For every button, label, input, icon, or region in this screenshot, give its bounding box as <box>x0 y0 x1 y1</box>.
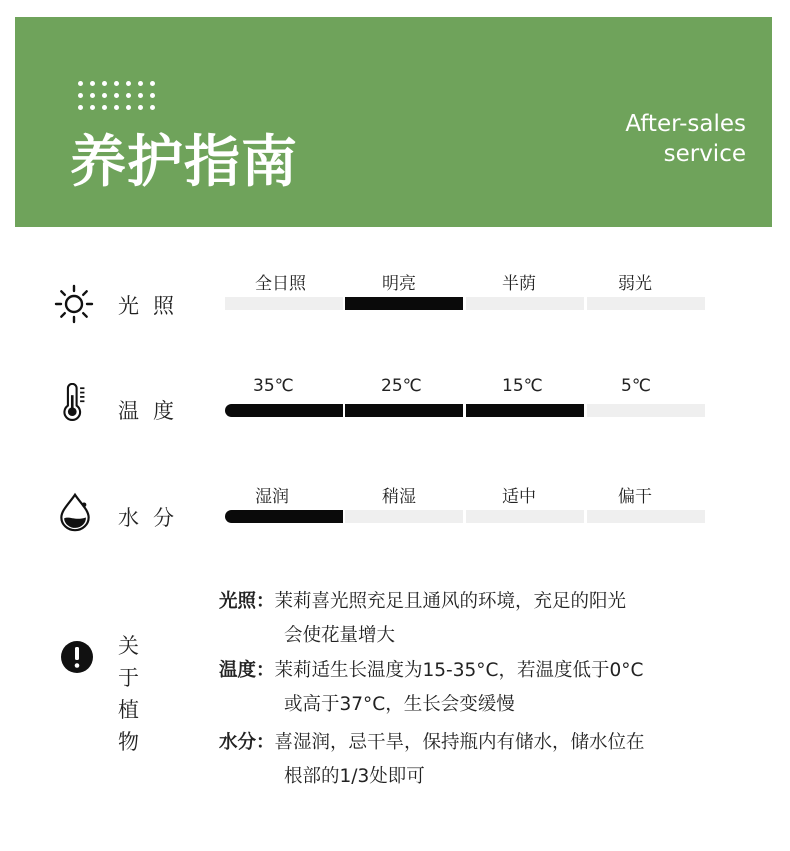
water-bar-segment-selected <box>225 510 343 523</box>
temperature-bar-segment-selected <box>466 404 584 417</box>
exclamation-icon <box>60 640 94 674</box>
light-option-bright: 明亮 <box>382 274 416 294</box>
page-title: 养护指南 <box>70 130 298 195</box>
temperature-bar-segment <box>587 404 705 417</box>
note-temperature <box>219 654 643 722</box>
light-option-low-light: 弱光 <box>618 274 652 294</box>
light-option-full-sun: 全日照 <box>255 274 306 294</box>
thermometer-icon <box>54 383 94 423</box>
temperature-label: 温度 <box>118 399 188 423</box>
about-plant-label-line2: 植物 <box>118 698 149 754</box>
note-temperature-line1: 茉莉适生长温度为15-35°C，若温度低于0°C <box>274 660 644 681</box>
light-bar-segment-selected <box>345 297 463 310</box>
temperature-option-25: 25℃ <box>381 376 422 396</box>
note-light-line1: 茉莉喜光照充足且通风的环境，充足的阳光 <box>274 591 627 612</box>
light-option-partial-shade: 半荫 <box>502 274 536 294</box>
banner-subtitle-line1: After-sales <box>625 111 746 137</box>
temperature-scale <box>225 376 705 416</box>
note-water-line2: 根部的1/3处即可 <box>284 766 425 787</box>
note-water-key: 水分： <box>219 732 275 753</box>
note-light-key: 光照： <box>219 591 275 612</box>
note-water-line1: 喜湿润，忌干旱，保持瓶内有储水，储水位在 <box>274 732 645 753</box>
light-bar-segment <box>225 297 343 310</box>
water-option-slightly-moist: 稍湿 <box>382 487 416 507</box>
banner-subtitle-line2: service <box>663 141 746 167</box>
water-label: 水分 <box>118 506 188 530</box>
water-drop-icon <box>55 492 95 532</box>
light-bar-segment <box>466 297 584 310</box>
note-temperature-key: 温度： <box>219 660 275 681</box>
light-label: 光照 <box>118 294 188 318</box>
water-option-moist: 湿润 <box>255 487 289 507</box>
water-bar-segment <box>587 510 705 523</box>
temperature-option-5: 5℃ <box>621 376 651 396</box>
water-option-moderate: 适中 <box>502 487 536 507</box>
temperature-option-15: 15℃ <box>502 376 543 396</box>
temperature-bar-segment-selected <box>345 404 463 417</box>
note-water <box>219 726 645 794</box>
note-light <box>219 585 626 653</box>
water-scale <box>225 482 705 522</box>
light-scale <box>225 269 705 309</box>
dot-pattern-decoration <box>78 81 164 117</box>
water-bar-segment <box>466 510 584 523</box>
about-plant-label-line1: 关于 <box>118 634 149 690</box>
about-plant-label <box>118 630 178 758</box>
note-temperature-line2: 或高于37°C，生长会变缓慢 <box>284 694 515 715</box>
note-light-line2: 会使花量增大 <box>284 625 396 646</box>
water-option-dry: 偏干 <box>618 487 652 507</box>
sun-icon <box>54 284 94 324</box>
water-bar-segment <box>345 510 463 523</box>
banner-subtitle <box>625 109 746 169</box>
temperature-option-35: 35℃ <box>253 376 294 396</box>
header-banner <box>15 17 772 227</box>
light-bar-segment <box>587 297 705 310</box>
temperature-bar-segment-selected <box>225 404 343 417</box>
